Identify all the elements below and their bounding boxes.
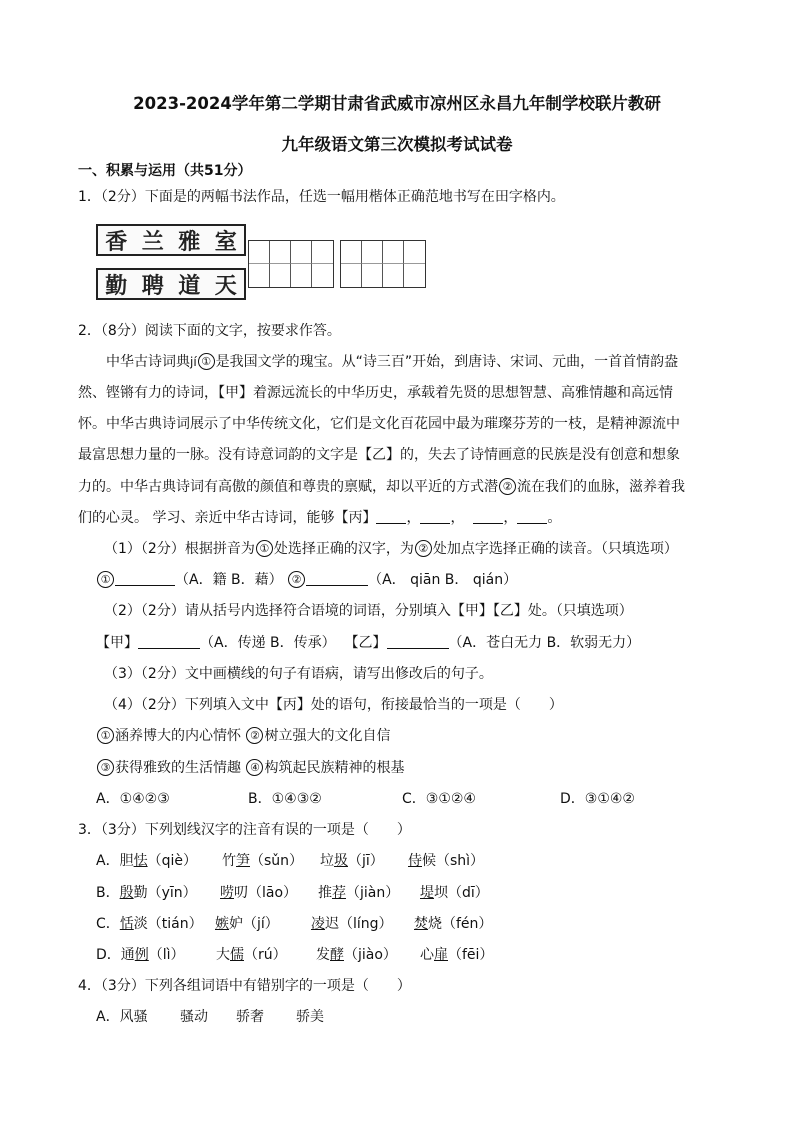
circled-number: ① <box>97 571 114 588</box>
text: 候 <box>422 853 436 869</box>
text: 发 <box>316 947 330 963</box>
circled-number: ② <box>246 727 263 744</box>
q4-a-word4: 骄美 <box>296 1009 324 1025</box>
callig-char: 道 <box>178 272 201 299</box>
underlined-char: 恬 <box>119 916 134 932</box>
q2-sub1-answer <box>96 571 517 589</box>
q3-d-word2 <box>216 946 287 964</box>
q2-para-line6 <box>78 509 561 527</box>
label: C． <box>96 916 120 932</box>
comma: ， <box>406 510 421 526</box>
q2-para-line5 <box>78 478 685 496</box>
exam-title-line2: 九年级语文第三次模拟考试试卷 <box>281 135 513 154</box>
comma: ， <box>450 510 465 526</box>
text: 大 <box>216 947 230 963</box>
options: （A．苍白无力 B．软弱无力） <box>448 635 641 651</box>
pinyin: （jiào） <box>344 947 397 963</box>
pinyin: jí <box>190 355 197 369</box>
q3-c-word2 <box>215 915 279 933</box>
q3-option-c[interactable] <box>96 915 203 933</box>
q2-items-3-4 <box>96 759 404 777</box>
option-c[interactable]: C．③①②④ <box>402 791 476 807</box>
q3-d-word4 <box>420 946 493 964</box>
q3-option-a[interactable] <box>96 852 197 870</box>
pinyin: （qiè） <box>147 853 197 869</box>
text: 坝 <box>434 885 448 901</box>
answer-blank[interactable] <box>306 571 368 586</box>
pinyin: （jī） <box>348 853 384 869</box>
underlined-char: 焚 <box>414 916 428 932</box>
q1-text: 1．（2分）下面是的两幅书法作品，任选一幅用楷体正确范地书写在田字格内。 <box>78 189 565 205</box>
text: 树立强大的文化自信 <box>264 728 391 744</box>
q3-b-word3 <box>318 884 399 902</box>
q2-para-line4: 最富思想力量的一脉。没有诗意词韵的文字是【乙】的，失去了诗情画意的民族是没有创意和想象 <box>78 447 680 463</box>
text: 流在我们的血脉，滋养着我 <box>517 479 685 495</box>
pinyin: （líng） <box>339 916 393 932</box>
underlined-char: 圾 <box>334 853 348 869</box>
calligraphy-image-2 <box>96 268 246 300</box>
underlined-char: 酵 <box>330 947 344 963</box>
text: 心 <box>420 947 434 963</box>
calligraphy-image-1 <box>96 224 246 256</box>
text: 中华古诗词典 <box>106 354 190 370</box>
q2-items-1-2 <box>96 727 390 745</box>
underlined-char: 例 <box>134 947 149 963</box>
q4-option-a[interactable] <box>96 1008 148 1026</box>
pinyin: （dī） <box>448 885 489 901</box>
label: A．风骚 <box>96 1009 148 1025</box>
answer-blank[interactable] <box>376 509 406 524</box>
pinyin: （yīn） <box>147 885 197 901</box>
q3-option-d[interactable] <box>96 946 185 964</box>
label: B． <box>96 885 120 901</box>
text: 迟 <box>325 916 339 932</box>
text: 处加点字选择正确的读音。（只填选项） <box>432 541 678 557</box>
underlined-char: 凌 <box>311 916 325 932</box>
answer-blank[interactable] <box>420 509 450 524</box>
pinyin: （lì） <box>148 947 185 963</box>
q2-sub2-answer <box>96 634 640 652</box>
underlined-char: 堤 <box>420 885 434 901</box>
text: 们的心灵。 学习、亲近中华古诗词，能够【丙】 <box>78 510 377 526</box>
label: 【乙】 <box>344 635 387 651</box>
options: （A．籍 B．藉） <box>175 572 283 588</box>
answer-blank[interactable] <box>473 509 503 524</box>
text: 烧 <box>428 916 442 932</box>
q4-a-word3: 骄奢 <box>236 1009 264 1025</box>
underlined-char: 荐 <box>332 885 346 901</box>
q3-b-word2 <box>220 884 297 902</box>
q3-c-word3 <box>311 915 393 933</box>
text: 叨 <box>234 885 248 901</box>
text: 垃 <box>320 853 334 869</box>
label: A．胆 <box>96 853 134 869</box>
q2-sub3: （3）（2分）文中画横线的句子有语病，请写出修改后的句子。 <box>104 666 493 682</box>
q3-a-word3 <box>320 852 384 870</box>
q3-c-word4 <box>414 915 492 933</box>
text: 推 <box>318 885 332 901</box>
pinyin: （jí） <box>243 916 279 932</box>
underlined-char: 嫉 <box>215 916 229 932</box>
q2-para-line1 <box>106 353 678 371</box>
option-b[interactable]: B．①④③② <box>248 791 322 807</box>
q4-a-word2: 骚动 <box>180 1009 208 1025</box>
callig-char: 天 <box>214 272 237 299</box>
circled-number: ① <box>256 540 273 557</box>
text: 淡 <box>133 916 148 932</box>
q3-a-word4 <box>408 852 484 870</box>
options: （A． qiān B． qián） <box>368 572 518 588</box>
text: 是我国文学的瑰宝。从“诗三百”开始，到唐诗、宋词、元曲，一首首情韵盎 <box>215 354 679 370</box>
q2-para-line2: 然、铿锵有力的诗词，【甲】着源远流长的中华历史，承载着先贤的思想智慧、高雅情趣和高远情 <box>78 385 673 401</box>
q3-option-b[interactable] <box>96 884 197 902</box>
circled-number: ② <box>415 540 432 557</box>
q2-para-line3: 怀。中华古典诗词展示了中华传统文化，它们是文化百花园中最为璀璨芬芳的一枝，是精神源流中 <box>78 416 680 432</box>
circled-number: ② <box>499 478 516 495</box>
text: 构筑起民族精神的根基 <box>264 760 405 776</box>
q2-sub4: （4）（2分）下列填入文中【丙】处的语句，衔接最恰当的一项是（ ） <box>104 697 563 713</box>
underlined-char: 笋 <box>236 853 250 869</box>
pinyin: （rú） <box>244 947 287 963</box>
text: 处选择正确的汉字，为 <box>273 541 414 557</box>
q2-sub1 <box>104 540 678 558</box>
q2-sub2: （2）（2分）请从括号内选择符合语境的词语，分别填入【甲】【乙】处。（只填选项） <box>104 603 633 619</box>
exam-title-line1: 2023-2024学年第二学期甘肃省武威市凉州区永昌九年制学校联片教研 <box>133 94 661 113</box>
answer-blank[interactable] <box>387 634 449 649</box>
label: 【甲】 <box>96 635 138 651</box>
text: 勤 <box>133 885 148 901</box>
q3-b-word4 <box>420 884 489 902</box>
callig-char: 兰 <box>141 228 164 255</box>
text: （1）（2分）根据拼音为 <box>104 541 255 557</box>
q2-header: 2．（8分）阅读下面的文字，按要求作答。 <box>78 323 341 339</box>
circled-number: ② <box>288 571 305 588</box>
underlined-char: 儒 <box>230 947 244 963</box>
underlined-char: 怯 <box>133 853 148 869</box>
pinyin: （tián） <box>147 916 203 932</box>
q3-d-word3 <box>316 946 397 964</box>
text: 妒 <box>229 916 243 932</box>
circled-number: ④ <box>246 759 263 776</box>
answer-blank[interactable] <box>517 509 547 524</box>
circled-number: ① <box>198 353 215 370</box>
circled-number: ③ <box>97 759 114 776</box>
section-heading: 一、积累与运用（共51分） <box>78 163 252 179</box>
text: 涵养博大的内心情怀 <box>115 728 241 744</box>
option-a[interactable]: A．①④②③ <box>96 791 170 807</box>
answer-blank[interactable] <box>115 571 175 586</box>
text: 获得雅致的生活情趣 <box>115 760 241 776</box>
label: D．通 <box>96 947 135 963</box>
underlined-char: 唠 <box>220 885 234 901</box>
q3-header: 3．（3分）下列划线汉字的注音有误的一项是（ ） <box>78 822 411 838</box>
callig-char: 勤 <box>105 272 128 299</box>
callig-char: 室 <box>214 228 237 255</box>
underlined-char: 殷 <box>119 885 134 901</box>
circled-number: ① <box>97 727 114 744</box>
pinyin: （lāo） <box>248 885 298 901</box>
writing-grid-1[interactable] <box>248 240 334 288</box>
text: 力的。中华古典诗词有高傲的颜值和尊贵的禀赋，却以平近的方式潜 <box>78 479 498 495</box>
underlined-char: 扉 <box>434 947 448 963</box>
callig-char: 聘 <box>141 272 164 299</box>
q3-a-word2 <box>222 852 303 870</box>
option-d[interactable]: D．③①④② <box>560 791 635 807</box>
writing-grid-2[interactable] <box>340 240 426 288</box>
callig-char: 雅 <box>178 228 201 255</box>
pinyin: （jiàn） <box>346 885 400 901</box>
answer-blank[interactable] <box>138 634 200 649</box>
text: 竹 <box>222 853 236 869</box>
underlined-char: 侍 <box>408 853 422 869</box>
q4-header: 4．（3分）下列各组词语中有错别字的一项是（ ） <box>78 978 411 994</box>
period: 。 <box>547 510 562 526</box>
pinyin: （fén） <box>442 916 493 932</box>
callig-char: 香 <box>105 228 128 255</box>
pinyin: （shì） <box>436 853 485 869</box>
pinyin: （fēi） <box>448 947 494 963</box>
pinyin: （sǔn） <box>250 853 304 869</box>
options: （A．传递 B．传承） <box>200 635 336 651</box>
comma: ， <box>503 510 518 526</box>
